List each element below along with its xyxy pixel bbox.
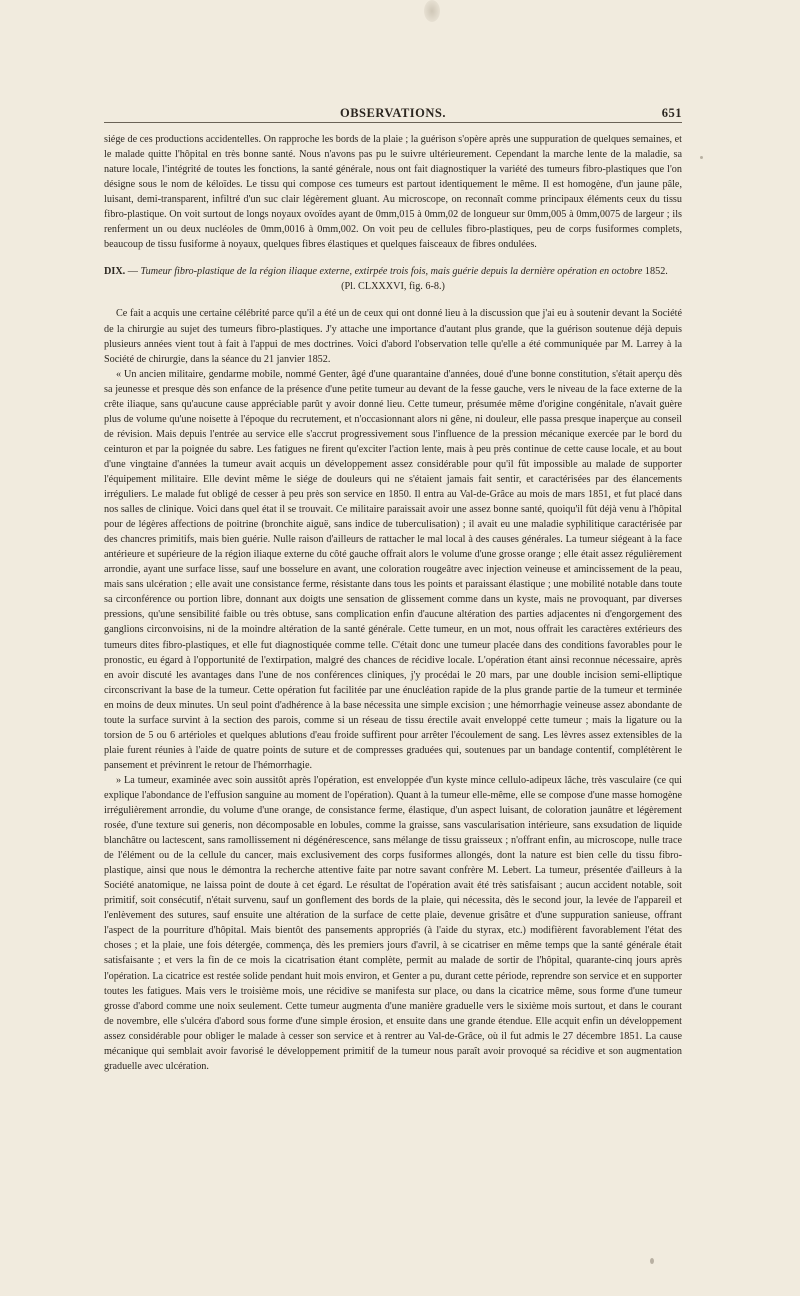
section-number: DIX. (104, 266, 126, 278)
paragraph: siége de ces productions accidentelles. On rapproche les bords de la plaie ; la guérison s'opère après une suppuration de quelques semaines, et le malade quitte l'hôpital en très bonne santé. Nous n'avons pas pu le suivre ultérieurement. Cependant la marche lente de la maladie, sa nature locale, l'intégrité de toutes les fonctions, la santé générale, nous ont fait diagnostiquer la variété des tumeurs fibro-plastiques que l'on désigne sous le nom de kéloïdes. Le tissu qui compose ces tumeurs est partout identiquement le même. Il est homogène, d'un jaune pâle, luisant, demi-transparent, infiltré d'un suc clair légèrement gluant. Au microscope, on reconnaît comme principaux éléments ceux du tissu fibro-plastique. On voit surtout de longs noyaux ovoïdes ayant de 0mm,015 à 0mm,02 de longueur sur 0mm,005 à 0mm,0075 de largeur ; ils renferment un ou deux nucléoles de 0mm,0016 à 0mm,002. On voit peu de cellules fibro-plastiques, peu de corps fusiformes complets, beaucoup de tissu fusiforme à noyaux, quelques fibres élastiques et quelques faisceaux de fibres ondulées. (104, 134, 682, 251)
paper-speck (650, 1258, 654, 1264)
paper-speck (700, 156, 703, 159)
running-title: OBSERVATIONS. (340, 106, 446, 120)
section-year: 1852. (642, 266, 668, 278)
paper-stain (424, 0, 440, 22)
header-rule (104, 122, 682, 123)
section-title: Tumeur fibro-plastique de la région iliaque externe, extirpée trois fois, mais guérie depuis la dernière opération en octobre (140, 266, 643, 278)
paragraph: Ce fait a acquis une certaine célébrité parce qu'il a été un de ceux qui ont donné lieu à la discussion que j'ai eu à soutenir devant la Société de la chirurgie au sujet des tumeurs fibro-plastiques. J'y attache une importance d'autant plus grande, que la guérison soutenue déjà depuis plusieurs années vient tout à fait à l'appui de mes doctrines. Voici d'abord l'observation telle qu'elle a été communiquée par M. Larrey à la Société de chirurgie, dans la séance du 21 janvier 1852. (104, 308, 682, 365)
section-dash: — (125, 266, 141, 278)
section-heading (104, 264, 682, 279)
paragraph: » La tumeur, examinée avec soin aussitôt après l'opération, est enveloppée d'un kyste mince cellulo-adipeux lâche, très vasculaire (ce qui explique l'abondance de l'effusion sanguine au moment de l'opération). Quant à la tumeur elle-même, elle se compose d'une masse homogène irrégulièrement arrondie, du volume d'une orange, de consistance ferme, élastique, d'un aspect luisant, de coloration jaunâtre et légèrement rosée, d'une texture sui generis, non décomposable en lobules, comme la graisse, sans vascularisation intérieure, sans exsudation de liquide blanchâtre ou lactescent, sans ramollissement ni dégénérescence, sans mélange de tissu graisseux ; n'offrant enfin, au microscope, nulle trace de l'élément ou de la cellule du cancer, mais exclusivement des corps fusiformes allongés, dont la nature est bien celle du tissu fibro-plastique, ainsi que nous le démontra la recherche attentive faite par notre savant confrère M. Lebert. La tumeur, présentée d'ailleurs à la Société anatomique, ne laissa point de doute à cet égard. Le résultat de l'opération avait été très satisfaisant ; aucun accident notable, soit primitif, soit consécutif, n'était survenu, sauf un gonflement des bords de la plaie, qui nécessita, dès le second jour, la levée de l'appareil et l'enlèvement des sutures, sauf ensuite une altération de la surface de cette plaie, devenue grisâtre et d'une suppuration sanieuse, offrant l'aspect de la pourriture d'hôpital. Mais bientôt des pansements appropriés (à l'aide du styrax, etc.) modifièrent favorablement l'état des choses ; et la plaie, une fois détergée, commença, dès les premiers jours d'avril, à se cicatriser en même temps que la santé générale était satisfaisante ; et vers la fin de ce mois la cicatrisation étant complète, permit au malade de sortir de l'hôpital, quarante-cinq jours après l'opération. La cicatrice est restée solide pendant huit mois environ, et Genter a pu, durant cette période, reprendre son service et en supporter toutes les fatigues. Mais vers le troisième mois, une récidive se manifesta sur place, ou dans la cicatrice même, sous forme d'une tumeur grosse d'abord comme une noix seulement. Cette tumeur augmenta d'une manière graduelle vers le sixième mois surtout, et dans le courant de novembre, elle s'ulcéra d'abord sous forme d'une simple érosion, et ensuite dans une grande étendue. Elle acquit enfin un développement assez considérable pour obliger le malade à cesser son service et à rentrer au Val-de-Grâce, où il fut admis le 27 décembre 1851. La cause mécanique qui semblait avoir favorisé le développement primitif de la tumeur nous paraît avoir provoqué sa récidive et son augmentation graduelle avec ulcération. (104, 774, 682, 1072)
paragraph: « Un ancien militaire, gendarme mobile, nommé Genter, âgé d'une quarantaine d'années, doué d'une bonne constitution, s'était aperçu dès sa jeunesse et presque dès son enfance de la présence d'une petite tumeur au devant de la fesse gauche, vers le niveau de la face externe de la crête iliaque, sans qu'aucune cause appréciable parût y avoir donné lieu. Cette tumeur, présumée même d'origine congénitale, n'avait guère plus de volume qu'une noisette à l'époque du recrutement, et n'occasionnant alors ni gêne, ni douleur, elle passa presque inaperçue au conseil de révision. Mais depuis l'entrée au service elle s'accrut progressivement sous l'influence de la pression mécanique exercée par le bord du ceinturon et par la poignée du sabre. Les fatigues ne firent qu'exciter l'action lente, mais à peu près continue de cette cause locale, et au bout d'une vingtaine d'années la tumeur avait acquis un développement assez considérable pour qu'il fût impossible au malade de supporter l'équipement militaire. Elle devint même le siége de douleurs qui ne s'étaient jamais fait sentir, et caractérisées par des élancements irréguliers. Le malade fut obligé de cesser à peu près son service en 1850. Il entra au Val-de-Grâce au mois de mars 1851, et fut placé dans nos salles de clinique. Voici dans quel état il se trouvait. Ce militaire paraissait avoir une assez bonne santé, quoiqu'il fût déjà venu à l'hôpital pour de légères affections de poitrine (bronchite aiguë, sans indice de tuberculisation) ; il avait eu une maladie syphilitique caractérisée par des chancres primitifs, mais bien guérie. Nulle raison d'ailleurs de rattacher le mal local à des causes générales. La tumeur siégeant à la face antérieure et supérieure de la région iliaque externe du côté gauche offrait alors le volume d'une grosse orange ; elle était assez régulièrement arrondie, ayant une surface lisse, sauf une bosselure en avant, une coloration rougeâtre avec injection veineuse et amincissement de la peau, mais sans ulcération ; elle avait une consistance ferme, résistante dans tous les points et paraissant élastique ; une mobilité notable dans toute sa circonférence ou portion libre, donnant aux doigts une sensation de glissement comme dans un kyste, mais ne provoquant, par diverses pressions, qu'une sensibilité faible ou très obtuse, sans complication enfin d'aucune altération des parties adjacentes ni d'engorgement des ganglions circonvoisins, ni de la moindre altération de la santé générale. Cette tumeur, en un mot, nous offrait les caractères extérieurs des tumeurs dites fibro-plastiques, et elle fut diagnostiquée comme telle. C'était donc une tumeur placée dans des conditions favorables pour le pronostic, eu égard à l'opportunité de l'extirpation, malgré des chances de récidive locale. L'opération étant ainsi reconnue nécessaire, après en avoir discuté les avantages dans l'une de nos conférences cliniques, j'y procédai le 20 mars, par une double incision semi-elliptique circonscrivant la base de la tumeur. Cette opération fut facilitée par une énucléation rapide de la plus grande partie de la tumeur et terminée en moins de deux minutes. Un seul point d'adhérence à la base nécessita une simple excision ; une hémorrhagie veineuse assez abondante de toute la surface survint à la section des parois, comme si un réseau de tissu érectile avait enveloppé cette tumeur ; mais la ligature ou la torsion de 5 ou 6 artérioles et quelques ablutions d'eau froide suffirent pour arrêter l'écoulement de sang. Les lèvres assez extensibles de la plaie furent réunies à l'aide de quatre points de suture et de compresses graduées qui, soutenues par un bandage contentif, complétèrent le pansement et prévinrent le retour de l'hémorrhagie. (104, 368, 682, 771)
page-number: 651 (661, 106, 682, 120)
page-body (104, 132, 682, 1074)
plate-reference: (Pl. CLXXXVI, fig. 6-8.) (341, 281, 445, 293)
running-header (104, 106, 682, 122)
